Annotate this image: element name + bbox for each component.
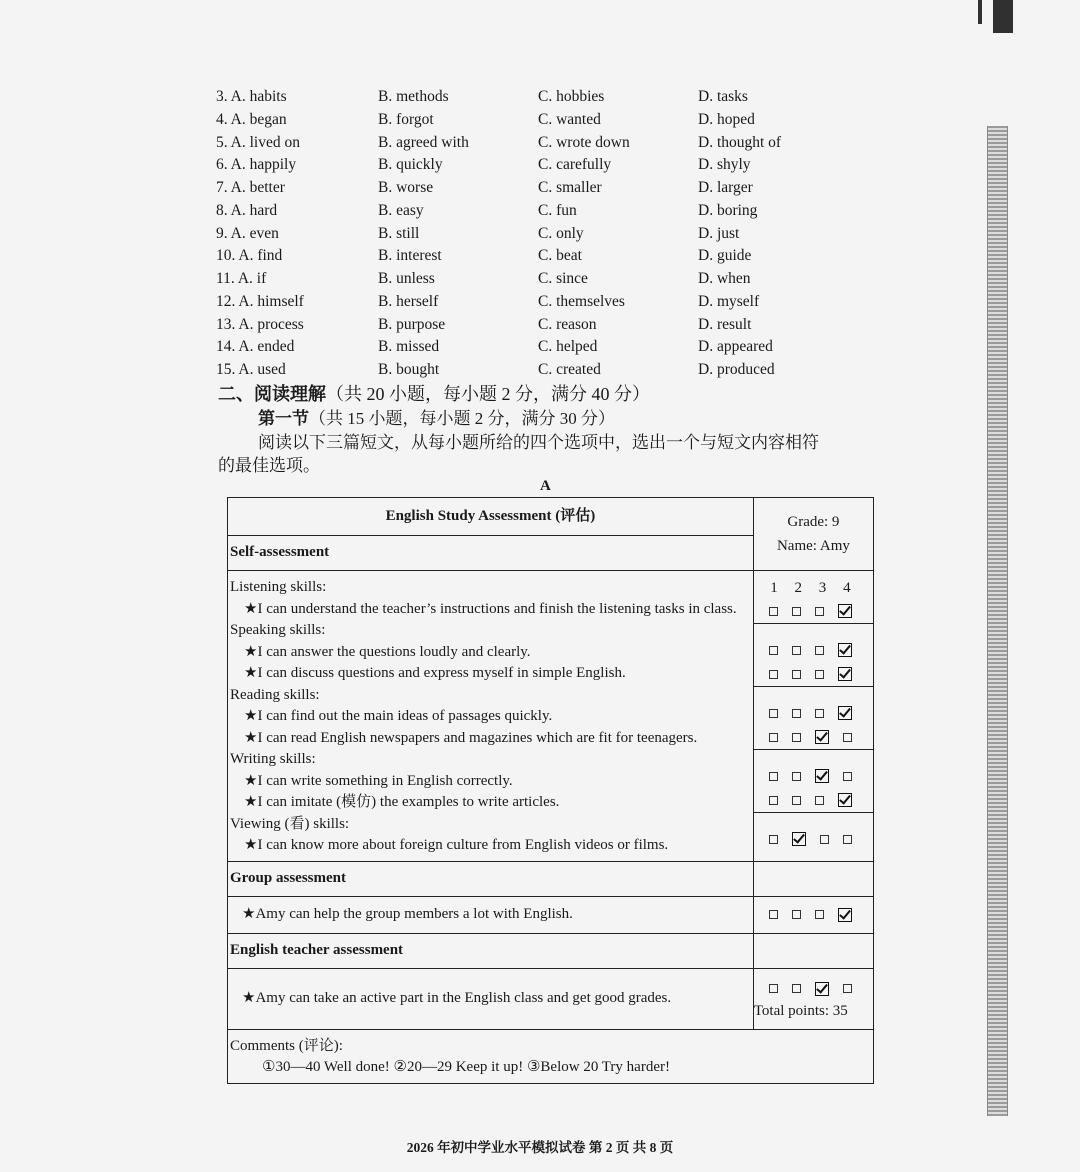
empty-box-icon: [815, 910, 824, 919]
grade-label: Grade: 9: [787, 514, 840, 530]
rating-boxes: [754, 977, 873, 1001]
option-b: B. methods: [378, 88, 449, 105]
checked-box-icon: [838, 908, 852, 922]
empty-box-icon: [769, 910, 778, 919]
empty-box-icon: [769, 607, 778, 616]
empty-box-icon: [769, 646, 778, 655]
empty-box-icon: [769, 709, 778, 718]
option-d: D. myself: [698, 292, 760, 310]
empty-box-icon: [815, 646, 824, 655]
rating-boxes: [754, 725, 873, 749]
skill-heading: Writing skills:: [230, 751, 316, 767]
checked-box-icon: [838, 667, 852, 681]
checked-box-icon: [838, 643, 852, 657]
option-c: C. wrote down: [538, 133, 630, 151]
empty-box-icon: [769, 984, 778, 993]
group-item-text: ★Amy can help the group members a lot with English.: [242, 905, 573, 922]
checked-box-icon: [815, 730, 829, 744]
option-a: 9. A. even: [216, 224, 279, 242]
option-a: 8. A. hard: [216, 201, 278, 219]
option-c: C. wanted: [538, 110, 601, 128]
checked-box-icon: [815, 769, 829, 783]
option-d: D. when: [698, 270, 751, 287]
empty-box-icon: [820, 835, 829, 844]
option-a: 11. A. if: [216, 270, 267, 287]
binding-edge-strip: [987, 126, 1008, 1116]
option-a: 12. A. himself: [216, 292, 304, 310]
teacher-header-empty: [753, 933, 873, 968]
skill-rating-group: [754, 749, 873, 812]
instruction-line-2: 的最佳选项。: [218, 456, 320, 475]
option-c: C. carefully: [538, 156, 612, 174]
option-a: 3. A. habits: [216, 88, 287, 105]
option-a: 4. A. began: [216, 110, 287, 128]
empty-box-icon: [792, 646, 801, 655]
option-d: D. thought of: [698, 133, 782, 151]
empty-box-icon: [815, 607, 824, 616]
passage-label: A: [540, 478, 551, 494]
option-c: C. created: [538, 361, 601, 378]
option-b: B. purpose: [378, 315, 446, 333]
option-b: B. easy: [378, 201, 424, 219]
scale-number: 2: [794, 580, 802, 596]
skill-heading: Listening skills:: [230, 579, 327, 595]
option-d: D. appeared: [698, 338, 773, 356]
option-a: 15. A. used: [216, 361, 286, 378]
instruction-line-1: 阅读以下三篇短文，从每小题所给的四个选项中，选出一个与短文内容相符: [258, 433, 819, 452]
option-b: B. missed: [378, 338, 440, 356]
skill-heading: Viewing (看) skills:: [230, 815, 350, 832]
option-a: 7. A. better: [216, 179, 285, 196]
option-a: 6. A. happily: [216, 156, 297, 174]
option-c: C. hobbies: [538, 88, 605, 105]
scan-mark-thin: [978, 0, 982, 24]
rating-boxes: [754, 788, 873, 812]
option-b: B. agreed with: [378, 133, 469, 151]
rating-boxes: [754, 662, 873, 686]
empty-box-icon: [769, 835, 778, 844]
option-c: C. smaller: [538, 179, 602, 196]
empty-box-icon: [843, 772, 852, 781]
option-b: B. quickly: [378, 156, 443, 174]
skill-rating-group: [754, 571, 873, 623]
empty-box-icon: [792, 607, 801, 616]
scale-number: 1: [770, 580, 778, 596]
empty-box-icon: [815, 796, 824, 805]
group-header-empty: [753, 861, 873, 896]
section-sub-note: （共 15 小题，每小题 2 分，满分 30 分）: [309, 409, 615, 428]
option-c: C. beat: [538, 247, 582, 265]
teacher-item-text: ★Amy can take an active part in the English class and get good grades.: [242, 989, 672, 1006]
rating-boxes: [754, 764, 873, 788]
scan-mark: [993, 0, 1013, 33]
option-d: D. hoped: [698, 110, 755, 128]
empty-box-icon: [792, 733, 801, 742]
option-d: D. just: [698, 224, 740, 242]
option-d: D. shyly: [698, 156, 751, 174]
empty-box-icon: [843, 984, 852, 993]
assessment-table: [227, 497, 874, 1084]
empty-box-icon: [769, 796, 778, 805]
checked-box-icon: [838, 706, 852, 720]
section-title: [218, 380, 650, 406]
skill-rating-group: [754, 623, 873, 686]
checked-box-icon: [792, 832, 806, 846]
skill-heading: Reading skills:: [230, 686, 320, 703]
skill-item: ★I can discuss questions and express myself in simple English.: [244, 665, 626, 681]
option-b: B. worse: [378, 179, 434, 196]
option-a: 14. A. ended: [216, 338, 295, 356]
empty-box-icon: [815, 670, 824, 679]
rating-boxes: [754, 903, 873, 927]
assessment-title: English Study Assessment (评估): [228, 498, 754, 536]
rating-boxes: [754, 638, 873, 662]
rating-boxes: [754, 827, 873, 851]
option-d: D. boring: [698, 201, 758, 219]
option-c: C. helped: [538, 338, 598, 356]
grade-name-cell: [753, 498, 873, 571]
empty-box-icon: [792, 772, 801, 781]
option-a: 10. A. find: [216, 247, 283, 265]
comments-cell: [228, 1029, 874, 1083]
empty-box-icon: [843, 835, 852, 844]
skill-item: ★I can read English newspapers and magazines which are fit for teenagers.: [244, 729, 698, 746]
option-c: C. reason: [538, 315, 597, 333]
scale-number: 4: [843, 580, 851, 596]
empty-box-icon: [792, 910, 801, 919]
total-points: Total points: 35: [753, 1002, 848, 1019]
teacher-rating: [753, 968, 873, 1029]
empty-box-icon: [792, 796, 801, 805]
rating-scale: [754, 577, 873, 599]
option-a: 5. A. lived on: [216, 133, 300, 151]
scale-number: 3: [818, 580, 827, 596]
option-b: B. still: [378, 224, 420, 242]
empty-box-icon: [769, 670, 778, 679]
option-b: B. forgot: [378, 110, 434, 128]
self-assessment-items: [228, 571, 754, 862]
skill-item: ★I can know more about foreign culture from English videos or films.: [244, 837, 669, 853]
skill-item: ★I can imitate (模仿) the examples to write articles.: [244, 794, 560, 810]
rating-boxes: [754, 599, 873, 623]
skill-item: ★I can write something in English correctly.: [244, 772, 513, 789]
section-title-text: 二、阅读理解: [218, 384, 326, 404]
option-b: B. herself: [378, 292, 439, 310]
option-a: 13. A. process: [216, 315, 304, 333]
option-c: C. since: [538, 270, 588, 287]
option-c: C. only: [538, 224, 584, 242]
empty-box-icon: [843, 733, 852, 742]
empty-box-icon: [792, 984, 801, 993]
skill-item: ★I can find out the main ideas of passages quickly.: [244, 708, 553, 724]
comments-text: ①30—40 Well done! ②20—29 Keep it up! ③Below 20 Try harder!: [262, 1059, 670, 1075]
option-d: D. tasks: [698, 88, 748, 105]
group-item: [228, 896, 754, 933]
option-b: B. interest: [378, 247, 442, 265]
option-d: D. guide: [698, 247, 752, 265]
group-assessment-header: Group assessment: [228, 861, 754, 896]
option-b: B. unless: [378, 270, 435, 287]
section-sub-text: 第一节: [258, 409, 309, 428]
skill-heading: Speaking skills:: [230, 622, 326, 638]
section-subtitle: [258, 404, 615, 429]
skill-item: ★I can understand the teacher’s instructions and finish the listening tasks in class.: [244, 600, 737, 617]
self-assessment-header: Self-assessment: [228, 536, 754, 571]
page-footer: 2026 年初中学业水平模拟试卷 第 2 页 共 8 页: [406, 1140, 674, 1155]
empty-box-icon: [792, 670, 801, 679]
checked-box-icon: [838, 793, 852, 807]
skill-rating-group: [754, 812, 873, 851]
option-c: C. fun: [538, 201, 577, 219]
teacher-assessment-header: English teacher assessment: [228, 933, 754, 968]
skill-rating-group: [754, 686, 873, 749]
option-d: D. produced: [698, 361, 775, 378]
option-d: D. larger: [698, 179, 753, 196]
skill-item: ★I can answer the questions loudly and clearly.: [244, 643, 531, 660]
name-label: Name: Amy: [776, 538, 850, 554]
checked-box-icon: [815, 982, 829, 996]
empty-box-icon: [815, 709, 824, 718]
empty-box-icon: [769, 772, 778, 781]
empty-box-icon: [792, 709, 801, 718]
section-title-note: （共 20 小题，每小题 2 分，满分 40 分）: [326, 384, 650, 404]
empty-box-icon: [769, 733, 778, 742]
group-rating: [753, 896, 873, 933]
self-assessment-ratings: [753, 571, 873, 862]
teacher-item: [228, 968, 754, 1029]
option-c: C. themselves: [538, 292, 625, 310]
option-b: B. bought: [378, 361, 440, 378]
rating-boxes: [754, 701, 873, 725]
comments-label: Comments (评论):: [230, 1037, 343, 1054]
option-d: D. result: [698, 315, 752, 333]
checked-box-icon: [838, 604, 852, 618]
